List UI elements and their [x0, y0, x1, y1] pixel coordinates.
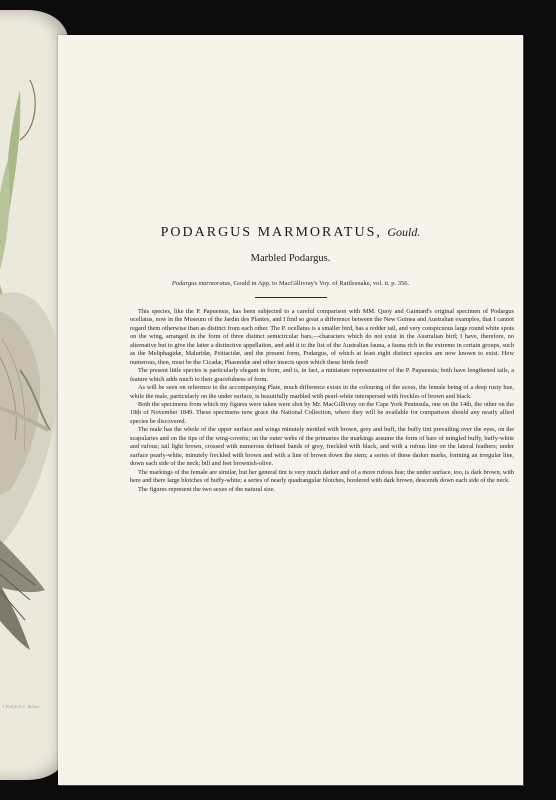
citation — [58, 280, 523, 287]
citation-source: , Gould in App. to MacGillivray's Voy. of Rattlesnake, vol. ii. p. 356. — [230, 280, 410, 287]
twig — [20, 80, 35, 140]
paragraph: Both the specimens from which my figures were taken were shot by Mr. MacGillivray on the Cape York Peninsula, one on the 14th, the other on the 19th of November 1849. These specimens now grace the National Collection, where they will be available for comparison should any nearly allied species be discovered. — [130, 400, 514, 425]
species-name: PODARGUS MARMORATUS, — [160, 225, 382, 240]
body-text — [130, 308, 514, 494]
paragraph: As will be seen on reference to the accompanying Plate, much difference exists in the colouring of the sexes, the female being of a deep rusty hue, while the male, particularly on the under surface, is beautifully marbled with pearl-white interspersed with freckles of brown and black. — [130, 384, 514, 400]
title-block — [58, 225, 523, 287]
paragraph: This species, like the P. Papuensis, has been subjected to a careful comparison with MM. Quoy and Gaimard's original specimen of Podargus ocellatus, now in the Museum of the Jardin des Plantes, and I find so great a difference between the New Guinea and Australian examples, that I cannot regard them otherwise than as distinct from each other. The P. ocellatus is a smaller bird, has a redder tail, and very conspicuous large round white spots on the wing, arranged in the form of three distinct semicircular bars,—characters which do not exist in the Australian bird; I have, therefore, no alternative but to give the latter a distinctive appellation, and add it to the list of the Australian fauna, a fauna rich in the extreme in certain groups, such as the Meliphagidæ, Maluridæ, Psittacidæ, and the present form, Podargus, of which at least eight distinct species are now known to exist. How numerous, then, must be the Cicadæ, Phasmidæ and other insects upon which these birds feed! — [130, 308, 514, 366]
common-name: Marbled Podargus. — [250, 253, 331, 264]
citation-species: Podargus marmoratus — [171, 280, 231, 287]
divider-rule — [255, 297, 327, 298]
species-title — [58, 225, 523, 241]
paragraph: The present little species is particularly elegant in form, and is, in fact, a miniature representative of the P. Papuensis; both have lengthened tails, a feature which adds much to their gracefulness of form. — [130, 367, 514, 383]
paragraph: The male has the whole of the upper surface and wings minutely mottled with brown, grey and buff, the buffy tint prevailing over the eyes, on the scapularies and on the tips of the wing-coverts; on the outer webs of the primaries the markings assume the form of bars of mingled buffy, buffy-white and rufous; tail light brown, crossed with numerous defined bands of grey, freckled with black, and with a rufous line on the lateral feathers; under surface pearly-white, minutely freckled with brown and with a line of brown down the stem; a series of these darker marks, forming an irregular line, down each side of the neck; bill and feet brownish-olive. — [130, 426, 514, 468]
paragraph: The figures represent the two sexes of the natural size. — [138, 485, 276, 493]
bird-tail — [0, 530, 45, 592]
paragraph: The markings of the female are similar, but her general tint is very much darker and of a more rufous hue; the under surface, too, is dark brown, with here and there large blotches of buffy-white; a series of nearly quadrangular blotches, bordered with dark brown, descends down each side of the neck. — [130, 468, 514, 485]
plate-caption: J. Wolf & H. C. Richter — [2, 704, 40, 709]
species-author: Gould. — [387, 225, 421, 239]
text-page — [58, 35, 523, 785]
leaf — [0, 160, 10, 270]
